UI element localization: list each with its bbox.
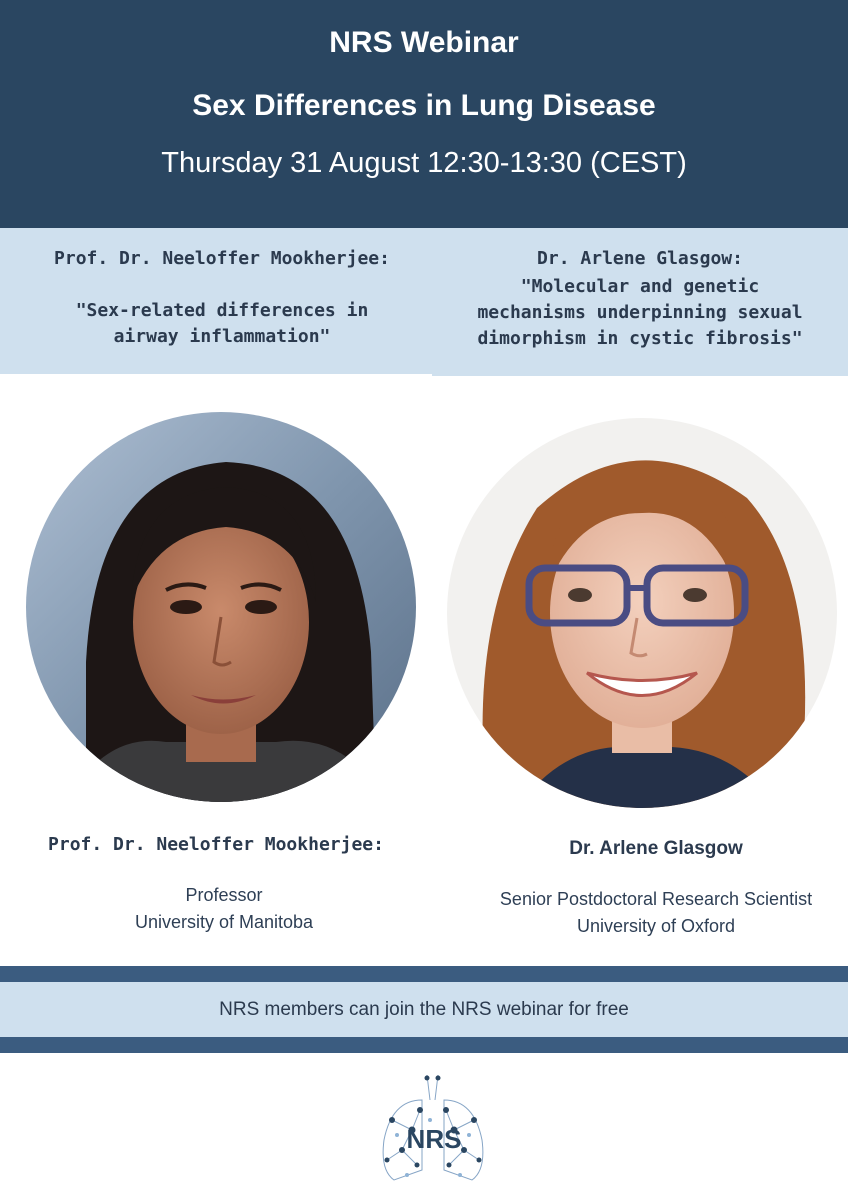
talk-divider [415,228,432,374]
lung-network-icon [372,1070,494,1190]
nrs-logo [372,1070,494,1190]
speaker-photo-1 [26,412,416,802]
membership-banner: NRS members can join the NRS webinar for free [0,982,848,1037]
talk-title [0,298,444,350]
speaker-role: Professor [185,885,263,905]
speaker-affiliation: University of Oxford [576,916,736,936]
webinar-datetime: Thursday 31 August 12:30-13:30 (CEST) [161,147,687,179]
talk-speaker-name: Dr. Arlene Glasgow: [537,248,743,269]
speaker-name-1: Prof. Dr. Neeloffer Mookherjee: [48,834,384,855]
speaker-name-2: Dr. Arlene Glasgow [569,838,743,859]
speaker-details-1 [0,882,448,936]
header [0,0,848,228]
talk-panel-1 [0,228,415,374]
webinar-subtitle: Sex Differences in Lung Disease [192,89,656,122]
logo-text: NRS [406,1124,462,1154]
talk-title [432,274,848,352]
talk-title-line: "Molecular and genetic [520,276,760,297]
speaker-photo-2 [447,418,837,808]
talk-title-line: airway inflammation" [113,326,331,347]
speaker-affiliation: University of Manitoba [134,912,314,932]
divider-bar [0,966,848,982]
speaker-role: Senior Postdoctoral Research Scientist [499,889,813,909]
divider-bar [0,1037,848,1053]
talk-panel-2 [432,228,848,376]
speaker-details-2 [432,886,848,940]
talk-title-line: dimorphism in cystic fibrosis" [477,328,803,349]
talk-title-line: mechanisms underpinning sexual [477,302,803,323]
webinar-title: NRS Webinar [329,26,519,59]
talk-speaker-name: Prof. Dr. Neeloffer Mookherjee: [54,248,390,269]
talk-title-line: "Sex-related differences in [75,300,369,321]
